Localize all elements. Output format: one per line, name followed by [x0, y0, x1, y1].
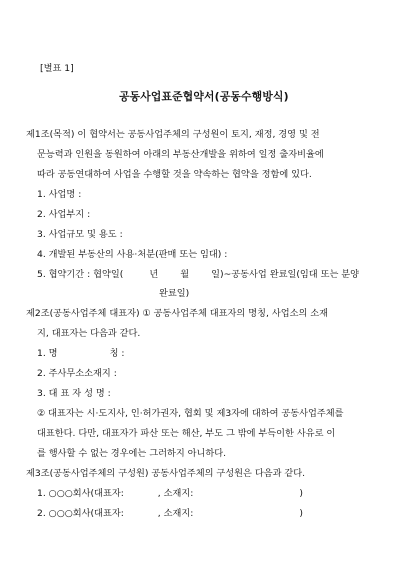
article3-member-1: [37, 488, 303, 500]
member-2-addr: , 소재지:: [157, 508, 194, 519]
item5-continuation: 완료일): [159, 288, 190, 299]
article2-line-2: 지, 대표자는 다음과 같다.: [37, 328, 141, 339]
article3-line: 제3조(공동사업주체의 구성원) 공동사업주체의 구성원은 다음과 같다.: [26, 468, 306, 479]
member-2-close: ): [299, 508, 303, 519]
article1-item-1: 1. 사업명 :: [37, 189, 82, 200]
member-2-prefix: 2. ○○○회사(대표자:: [37, 508, 124, 519]
member-1-addr: , 소재지:: [157, 488, 194, 499]
article2-item-rep: 3. 대 표 자 성 명 :: [37, 388, 111, 399]
article1-line-3: 따라 공동연대하여 사업을 수행할 것을 약속하는 협약을 정함에 있다.: [37, 169, 312, 180]
item5-rest: 일)~공동사업 완료일(임대 또는 분양: [211, 269, 360, 280]
article1-item-4: 4. 개발된 부동산의 사용·처분(판매 또는 임대) :: [37, 249, 228, 260]
article2-item-name: [37, 348, 124, 360]
member-1-close: ): [299, 488, 303, 499]
article2-line-1: 제2조(공동사업주체 대표자) ① 공동사업주체 대표자의 명칭, 사업소의 소재: [26, 308, 328, 319]
article2-para2-line-2: 대표한다. 다만, 대표자가 파산 또는 해산, 부도 그 밖에 부득이한 사유로 이: [37, 428, 336, 439]
appendix-label: [별표 1]: [40, 63, 74, 74]
article1-item-5: [37, 269, 359, 281]
article3-member-2: [37, 508, 303, 520]
article1-line-2: 문능력과 인원을 동원하여 아래의 부동산개발을 위하여 일정 출자비율에: [37, 149, 324, 160]
name-label: 1. 명: [37, 348, 58, 359]
article1-item-2: 2. 사업부지 :: [37, 209, 91, 220]
article2-para2-line-3: 를 행사할 수 없는 경우에는 그러하지 아니하다.: [37, 448, 227, 459]
name-label-2: 칭 :: [109, 348, 125, 359]
item5-year: 년: [149, 269, 159, 280]
member-1-prefix: 1. ○○○회사(대표자:: [37, 488, 124, 499]
article2-item-office: 2. 주사무소소재지 :: [37, 368, 117, 379]
document-title: 공동사업표준협약서(공동수행방식): [119, 90, 289, 103]
item5-month: 월: [180, 269, 190, 280]
article1-line-1: 제1조(목적) 이 협약서는 공동사업주체의 구성원이 토지, 재정, 경영 및 전: [26, 129, 320, 140]
item5-label: 5. 협약기간 : 협약일(: [37, 269, 124, 280]
article2-para2-line-1: ② 대표자는 시·도지사, 인·허가권자, 협회 및 제3자에 대하여 공동사업주체를: [37, 408, 344, 419]
article1-item-3: 3. 사업규모 및 용도 :: [37, 229, 123, 240]
